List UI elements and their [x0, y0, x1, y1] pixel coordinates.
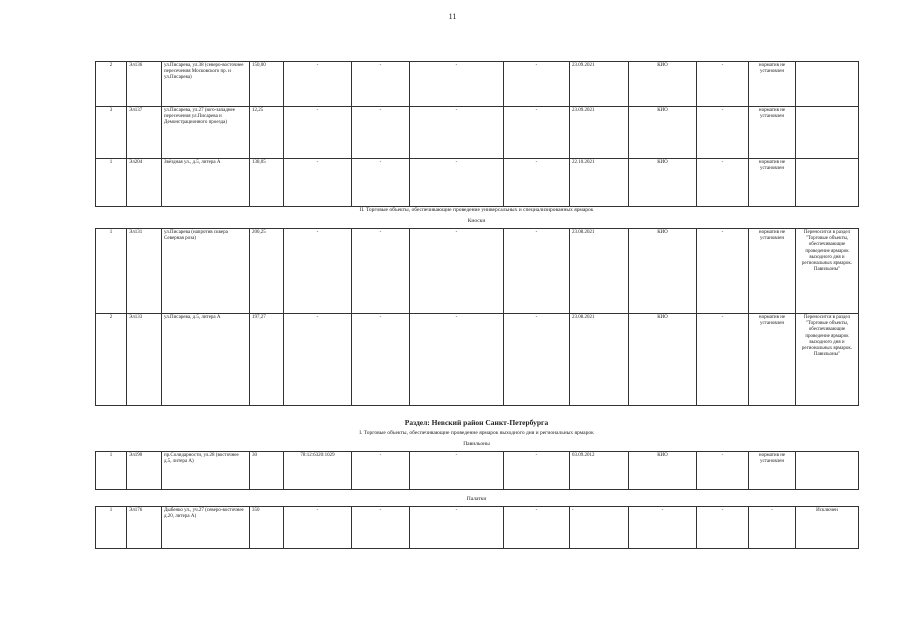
table-section-4	[95, 506, 859, 549]
caption-pavilions: Павильоны	[463, 441, 490, 447]
table-row	[96, 314, 859, 406]
table-section-2	[95, 228, 859, 406]
cell-area: 150,00	[250, 62, 284, 107]
cell-num: Эл133	[127, 314, 162, 406]
cell-addr: ул.Писарева, ул.38 (северо-восточнее пересечения Московского пр. и ул.Писарева)	[162, 62, 250, 107]
cell-org: КИО	[629, 314, 697, 406]
cell-n: 1	[96, 159, 127, 207]
cell-note: Переносится в раздел "Торговые объекты, обеспечивающие проведение ярмарок выходного дня и региональных ярмарок. Павильоны"	[796, 229, 859, 314]
table-row	[96, 229, 859, 314]
cell-f8: -	[504, 159, 570, 207]
cell-addr: ул.Писарева (напротив сквера Северная роза)	[162, 229, 250, 314]
heading-nevsky-district: Раздел: Невский район Санкт-Петербурга	[404, 418, 549, 427]
cell-org: КИО	[629, 159, 697, 207]
cell-org: КИО	[629, 107, 697, 159]
cell-status: норматив не установлен	[749, 62, 796, 107]
cell-f7: -	[410, 507, 504, 549]
cell-date: 23.08.2021	[570, 229, 629, 314]
cell-f5: 78:12:6320:1029	[284, 452, 352, 490]
cell-n: 2	[96, 62, 127, 107]
table-row	[96, 62, 859, 107]
cell-addr: ул.Писарева, ул.27 (юго-западнее пересечения ул.Писарева и Демонстрационного проезда)	[162, 107, 250, 159]
cell-f8: -	[504, 62, 570, 107]
cell-num: Эл204	[127, 159, 162, 207]
cell-f7: -	[410, 107, 504, 159]
cell-status: -	[749, 507, 796, 549]
cell-addr: пр.Солидарности, ул.28 (восточнее д.5, литера А)	[162, 452, 250, 490]
cell-date: 03.09.2012	[570, 452, 629, 490]
cell-f7: -	[410, 62, 504, 107]
cell-num: Эл176	[127, 507, 162, 549]
page-number: 11	[448, 12, 457, 21]
cell-addr: Дыбенко ул., уч.27 (северо-восточнее д.20, литера А)	[162, 507, 250, 549]
cell-f8: -	[504, 229, 570, 314]
cell-f6: -	[352, 507, 410, 549]
cell-f11: -	[697, 229, 749, 314]
cell-f6: -	[352, 229, 410, 314]
cell-f11: -	[697, 452, 749, 490]
cell-area: 30	[250, 452, 284, 490]
cell-f11: -	[697, 507, 749, 549]
cell-f8: -	[504, 507, 570, 549]
table-section-3	[95, 451, 859, 490]
cell-f11: -	[697, 314, 749, 406]
cell-f8: -	[504, 314, 570, 406]
cell-note	[796, 107, 859, 159]
caption-tents: Палатки	[466, 496, 487, 502]
cell-status: норматив не установлен	[749, 107, 796, 159]
cell-num: Эл131	[127, 229, 162, 314]
cell-status: норматив не установлен	[749, 159, 796, 207]
cell-f8: -	[504, 452, 570, 490]
cell-status: норматив не установлен	[749, 452, 796, 490]
cell-f7: -	[410, 159, 504, 207]
cell-n: 1	[96, 229, 127, 314]
caption-kiosks: Киоски	[467, 218, 486, 224]
cell-area: 138,05	[250, 159, 284, 207]
cell-area: 200,25	[250, 229, 284, 314]
cell-area: 12,25	[250, 107, 284, 159]
cell-date: -	[570, 507, 629, 549]
cell-f6: -	[352, 452, 410, 490]
cell-org: КИО	[629, 62, 697, 107]
cell-org: -	[629, 507, 697, 549]
cell-f7: -	[410, 229, 504, 314]
table-section-1	[95, 61, 859, 207]
cell-n: 3	[96, 107, 127, 159]
cell-n: 1	[96, 507, 127, 549]
cell-note	[796, 62, 859, 107]
cell-f11: -	[697, 62, 749, 107]
cell-num: Эл136	[127, 62, 162, 107]
cell-f5: -	[284, 62, 352, 107]
cell-f6: -	[352, 159, 410, 207]
cell-area: 197,27	[250, 314, 284, 406]
table-row	[96, 159, 859, 207]
cell-f5: -	[284, 314, 352, 406]
cell-note: Исключен	[796, 507, 859, 549]
cell-status: норматив не установлен	[749, 229, 796, 314]
cell-f11: -	[697, 159, 749, 207]
caption-trade-objects: II. Торговые объекты, обеспечивающие проведение универсальных и специализированных ярмарок	[359, 207, 594, 213]
table-row	[96, 107, 859, 159]
cell-f5: -	[284, 229, 352, 314]
cell-n: 2	[96, 314, 127, 406]
cell-note: Переносится в раздел "Торговые объекты, обеспечивающие проведение ярмарок выходного дня и региональных ярмарок. Павильоны"	[796, 314, 859, 406]
cell-f6: -	[352, 62, 410, 107]
cell-n: 1	[96, 452, 127, 490]
cell-f7: -	[410, 452, 504, 490]
table-row	[96, 507, 859, 549]
cell-note	[796, 452, 859, 490]
cell-note	[796, 159, 859, 207]
cell-addr: Звёздная ул., д.5, литера А	[162, 159, 250, 207]
table-row	[96, 452, 859, 490]
cell-f5: -	[284, 159, 352, 207]
caption-fairs: I. Торговые объекты, обеспечивающие проведение ярмарок выходного дня и региональных ярмарок	[359, 430, 594, 436]
cell-num: Эл137	[127, 107, 162, 159]
cell-date: 23.08.2021	[570, 314, 629, 406]
cell-f5: -	[284, 507, 352, 549]
cell-f5: -	[284, 107, 352, 159]
cell-f11: -	[697, 107, 749, 159]
cell-date: 22.10.2021	[570, 159, 629, 207]
cell-status: норматив не установлен	[749, 314, 796, 406]
cell-f6: -	[352, 107, 410, 159]
cell-date: 23.09.2021	[570, 62, 629, 107]
cell-f6: -	[352, 314, 410, 406]
cell-org: КИО	[629, 229, 697, 314]
cell-f8: -	[504, 107, 570, 159]
cell-org: КИО	[629, 452, 697, 490]
cell-f7: -	[410, 314, 504, 406]
cell-date: 23.09.2021	[570, 107, 629, 159]
cell-num: Эл190	[127, 452, 162, 490]
cell-addr: ул.Писарева, д.5, литера А	[162, 314, 250, 406]
cell-area: 350	[250, 507, 284, 549]
